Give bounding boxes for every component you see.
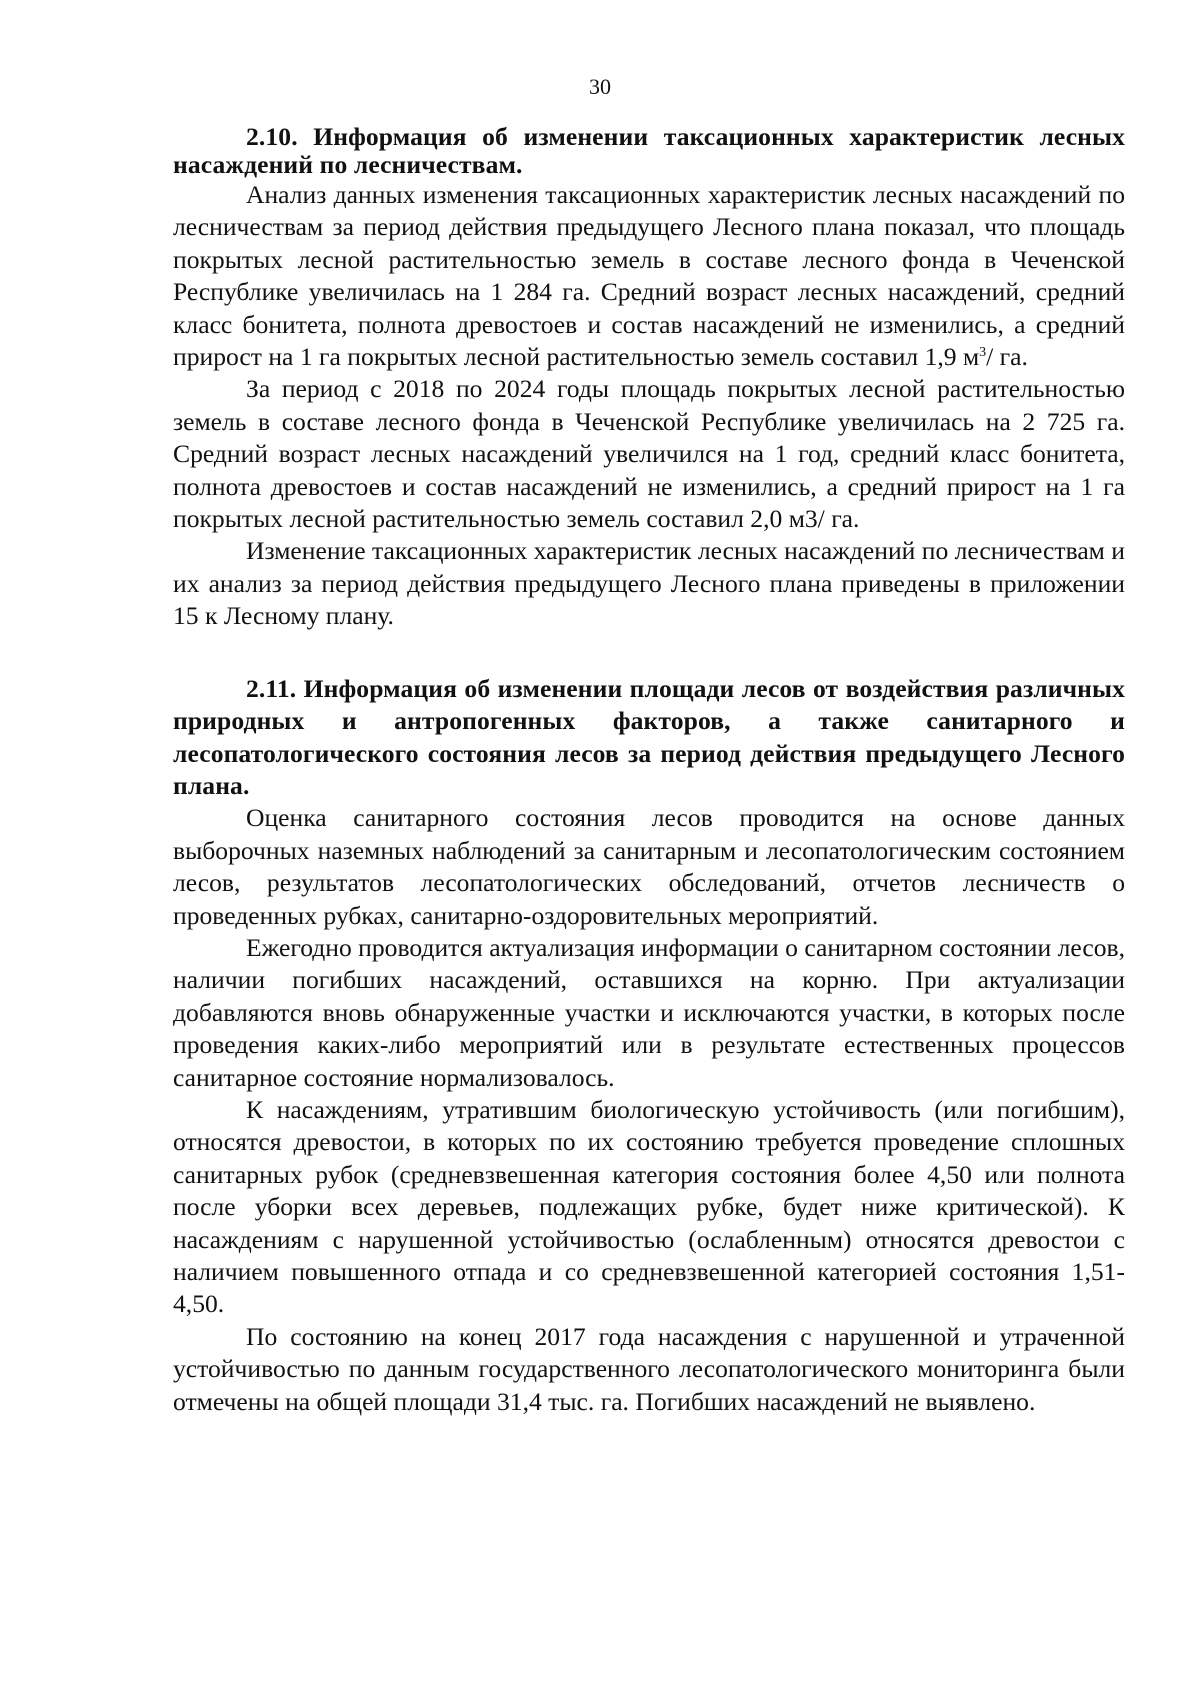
paragraph-text-end: / га. bbox=[986, 342, 1028, 372]
section-2-10-paragraph-3: Изменение таксационных характеристик лесных насаждений по лесничествам и их анализ за период действия предыдущего Лесного плана приведены в приложении 15 к Лесному плану. bbox=[173, 536, 1125, 631]
superscript: 3 bbox=[979, 345, 987, 361]
section-2-10-paragraph-1 bbox=[173, 179, 1125, 373]
section-2-11-paragraph-4: По состоянию на конец 2017 года насаждения с нарушенной и утраченной устойчивостью по данным государственного лесопатологического мониторинга были отмечены на общей площади 31,4 тыс. га. Погибших насаждений не выявлено. bbox=[173, 1321, 1125, 1416]
section-2-10-heading: 2.10. Информация об изменении таксационных характеристик лесных насаждений по лесничествам. bbox=[173, 122, 1125, 179]
page-content bbox=[173, 123, 1125, 1418]
paragraph-text: Анализ данных изменения таксационных характеристик лесных насаждений по лесничествам за период действия предыдущего Лесного плана показал, что площадь покрытых лесной растительностью земель в составе лесного фонда в Чеченской Республике увеличилась на 1 284 га. Средний возраст лесных насаждений, средний класс бонитета, полнота древостоев и состав насаждений не изменились, а средний прирост на 1 га покрытых лесной растительностью земель составил 1,9 м bbox=[173, 180, 1125, 372]
section-2-11-paragraph-2: Ежегодно проводится актуализация информации о санитарном состоянии лесов, наличии погибших насаждений, оставшихся на корню. При актуализации добавляются вновь обнаруженные участки и исключаются участки, в которых после проведения каких-либо мероприятий или в результате естественных процессов санитарное состояние нормализовалось. bbox=[173, 932, 1125, 1092]
section-2-11-paragraph-1: Оценка санитарного состояния лесов проводится на основе данных выборочных наземных наблюдений за санитарным и лесопатологическим состоянием лесов, результатов лесопатологических обследований, отчетов лесничеств о проведенных рубках, санитарно-оздоровительных мероприятий. bbox=[173, 803, 1125, 930]
section-2-10-paragraph-2: За период с 2018 по 2024 годы площадь покрытых лесной растительностью земель в составе лесного фонда в Чеченской Республике увеличилась на 2 725 га. Средний возраст лесных насаждений увеличился на 1 год, средний класс бонитета, полнота древостоев и состав насаждений не изменились, а средний прирост на 1 га покрытых лесной растительностью земель составил 2,0 м3/ га. bbox=[173, 374, 1125, 534]
section-2-11-heading: 2.11. Информация об изменении площади лесов от воздействия различных природных и антропогенных факторов, а также санитарного и лесопатологического состояния лесов за период действия предыдущего Лесного плана. bbox=[173, 673, 1125, 800]
section-gap bbox=[173, 633, 1125, 673]
page-number: 30 bbox=[589, 74, 611, 99]
section-2-11-paragraph-3: К насаждениям, утратившим биологическую устойчивость (или погибшим), относятся древостои, в которых по их состоянию требуется проведение сплошных санитарных рубок (средневзвешенная категория состояния более 4,50 или полнота после уборки всех деревьев, подлежащих рубке, будет ниже критической). К насаждениям с нарушенной устойчивостью (ослабленным) относятся древостои с наличием повышенного отпада и со средневзвешенной категорией состояния 1,51-4,50. bbox=[173, 1094, 1125, 1319]
